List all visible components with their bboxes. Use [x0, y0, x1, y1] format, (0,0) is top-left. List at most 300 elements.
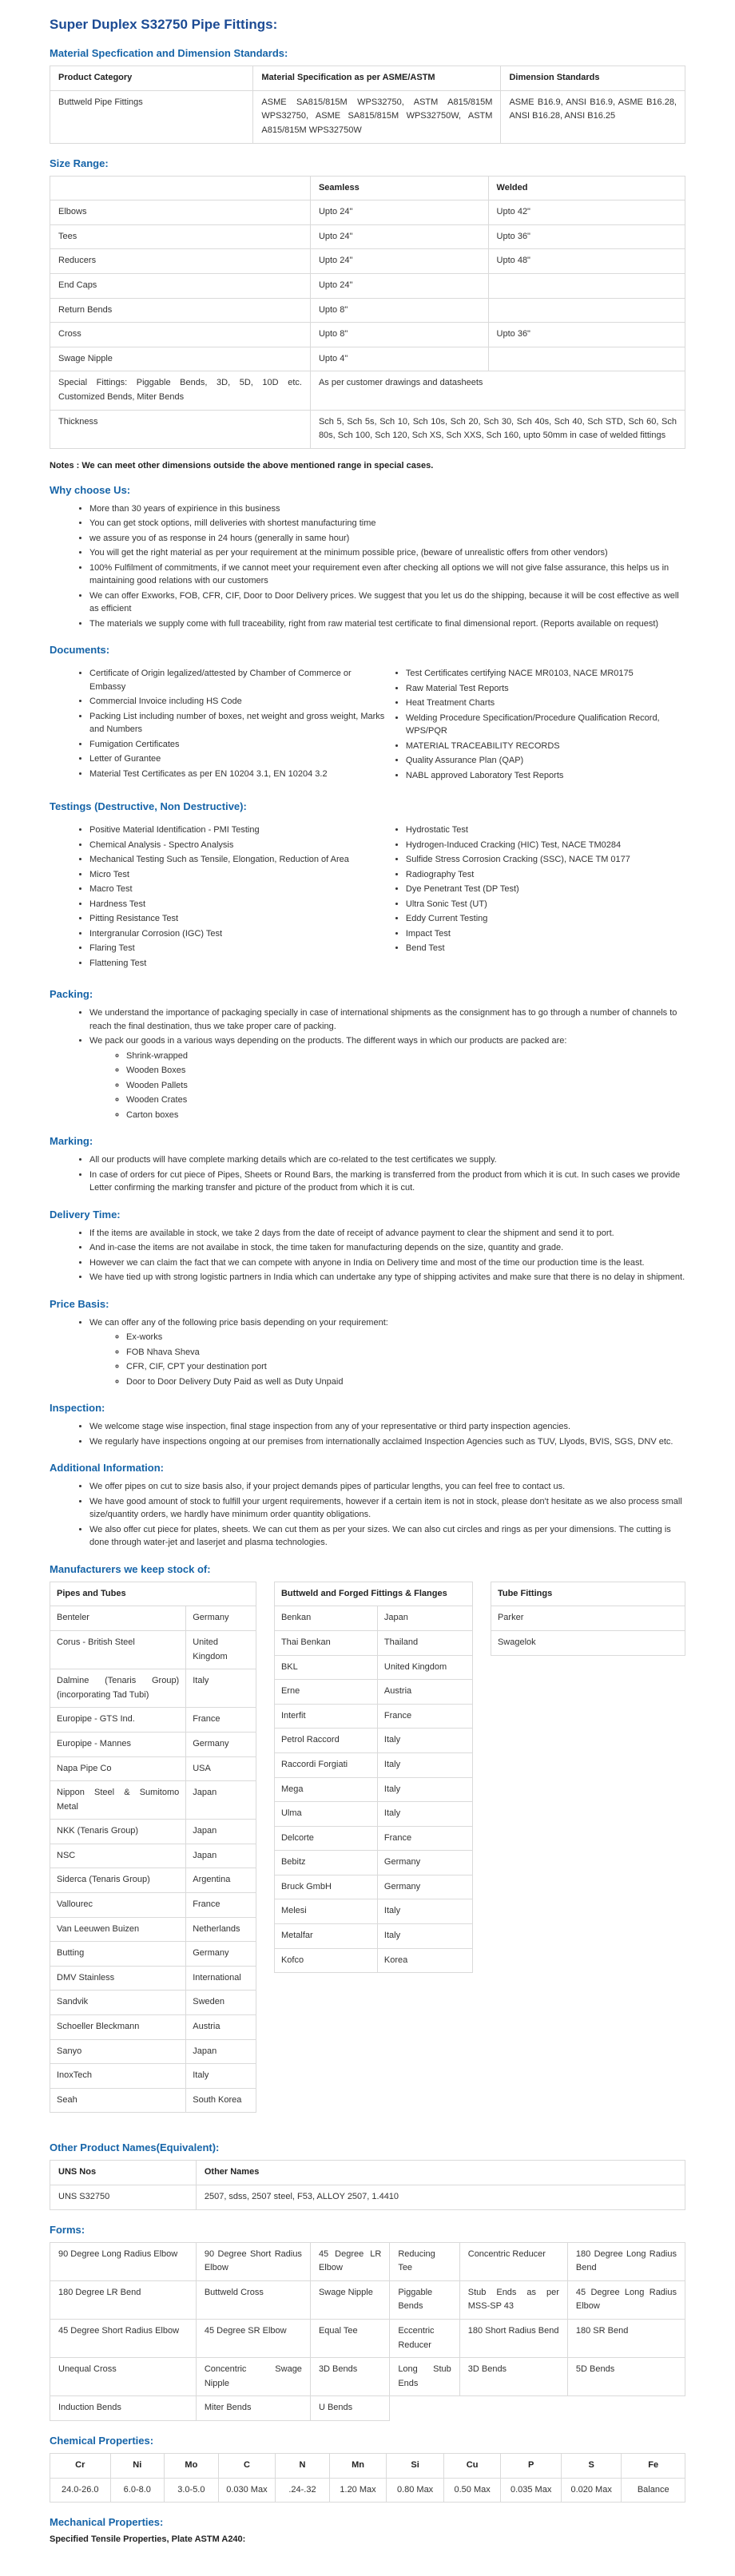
table-cell: Japan [186, 1820, 256, 1844]
list-item: • MATERIAL TRACEABILITY RECORDS [406, 740, 685, 753]
table-cell: Upto 8" [310, 298, 488, 323]
table-row [50, 2242, 685, 2280]
table-cell: Unequal Cross [50, 2358, 197, 2396]
table-cell: Italy [377, 1752, 472, 1777]
table-cell: 180 Degree LR Bend [50, 2280, 197, 2319]
heading-price-basis: Price Basis: [50, 1297, 109, 1310]
table-cell: Induction Bends [50, 2396, 197, 2421]
table-cell: 90 Degree Long Radius Elbow [50, 2242, 197, 2280]
table-cell: Tees [50, 224, 311, 249]
list-item: • If the items are available in stock, we take 2 days from the date of receipt of advance payment to clear the shipment and send it to port. [89, 1227, 685, 1240]
table-cell: Italy [377, 1802, 472, 1827]
table-cell: Delcorte [274, 1826, 377, 1851]
table-cell: Sanyo [50, 2039, 186, 2064]
table-cell: 45 Degree SR Elbow [196, 2319, 310, 2357]
column-header: Dimension Standards [501, 66, 685, 91]
table-row [274, 1729, 472, 1753]
list-item: • We regularly have inspections ongoing at our premises from internationally acclaimed Inspection Agencies such as TUV, Llyods, BVIS, SGS, DNV etc. [89, 1435, 685, 1449]
column-header: P [501, 2453, 562, 2478]
table-row [50, 1708, 256, 1733]
table-cell: France [377, 1826, 472, 1851]
table-cell: 45 Degree Long Radius Elbow [567, 2280, 685, 2319]
table-row [50, 2185, 685, 2210]
table-cell: Upto 24" [310, 200, 488, 225]
table-cell: Upto 36" [488, 224, 685, 249]
bullet-list [50, 1420, 685, 1448]
table-cell: Upto 24" [310, 274, 488, 299]
table-row [50, 1966, 256, 1991]
bullet-list [50, 1153, 685, 1195]
table-header-row [50, 2161, 685, 2185]
column-header: UNS Nos [50, 2161, 197, 2185]
table-cell: InoxTech [50, 2064, 186, 2089]
table-cell: Benteler [50, 1606, 186, 1631]
column-header [50, 176, 311, 200]
table-cell: 0.50 Max [443, 2478, 501, 2503]
list-item: • Sulfide Stress Corrosion Cracking (SSC), NACE TM 0177 [406, 853, 685, 867]
list-item: • More than 30 years of expirience in this business [89, 502, 685, 516]
content [50, 47, 685, 2544]
table-cell: Miter Bends [196, 2396, 310, 2421]
table-header-row [50, 176, 685, 200]
buttweld-forged-fittings-table [274, 1582, 473, 1974]
table-cell: Thailand [377, 1630, 472, 1655]
table-cell: Bruck GmbH [274, 1875, 377, 1899]
bullet-list [50, 502, 685, 631]
table-row [274, 1777, 472, 1802]
mechanical-properties-subtitle: Specified Tensile Properties, Plate ASTM A240: [50, 2534, 246, 2545]
bullet-list-left [50, 665, 387, 784]
list-item: ◦ Wooden Boxes [126, 1064, 685, 1078]
size-range-table [50, 176, 685, 449]
list-item: ◦ Wooden Pallets [126, 1079, 685, 1093]
table-cell: Siderca (Tenaris Group) [50, 1868, 186, 1893]
table-cell: Benkan [274, 1606, 377, 1631]
table-cell: Japan [186, 1844, 256, 1868]
table-cell: BKL [274, 1655, 377, 1680]
heading-manufacturers: Manufacturers we keep stock of: [50, 1562, 211, 1575]
table-cell: Sch 5, Sch 5s, Sch 10, Sch 10s, Sch 20, Sch 30, Sch 40s, Sch 40, Sch STD, Sch 60, Sch 80s, Sch 100, Sch 120, Sch XS, Sch XXS, Sch 160, upto 50mm in case of welded fittings [310, 410, 685, 448]
table-row [50, 1669, 256, 1708]
table-cell: As per customer drawings and datasheets [310, 371, 685, 410]
heading-packing: Packing: [50, 988, 93, 1001]
heading-forms: Forms: [50, 2223, 85, 2236]
list-item: ◦ Door to Door Delivery Duty Paid as well as Duty Unpaid [126, 1375, 685, 1389]
table-cell: Long Stub Ends [390, 2358, 459, 2396]
heading-documents: Documents: [50, 644, 110, 657]
table-cell: Upto 4" [310, 347, 488, 371]
table-row [50, 410, 685, 448]
list-item: • Letter of Gurantee [89, 752, 387, 766]
chemical-properties-table [50, 2453, 685, 2503]
heading-other-product-names: Other Product Names(Equivalent): [50, 2141, 220, 2154]
table-row [274, 1899, 472, 1924]
column-header: Tube Fittings [491, 1582, 685, 1606]
column-header: S [561, 2453, 622, 2478]
list-item: • The materials we supply come with full traceability, right from raw material test certificate to final dimensional report. (Reports available on request) [89, 617, 685, 631]
list-item: • 100% Fulfilment of commitments, if we cannot meet your requirement even after checking all options we will not give false assurance, this helps us in maintaining good relations with our customers [89, 562, 685, 588]
list-item: • We have tied up with strong logistic partners in India which can undertake any type of shipping activites and make sure that there is no delay in shipment. [89, 1271, 685, 1284]
heading-marking: Marking: [50, 1135, 93, 1148]
table-row [274, 1704, 472, 1729]
table-cell: Raccordi Forgiati [274, 1752, 377, 1777]
list-item: • we assure you of as response in 24 hours (generally in same hour) [89, 532, 685, 546]
page-title: Super Duplex S32750 Pipe Fittings: [50, 17, 278, 32]
table-cell: South Korea [186, 2088, 256, 2113]
table-cell: 90 Degree Short Radius Elbow [196, 2242, 310, 2280]
table-row [50, 1917, 256, 1942]
list-item: • Intergranular Corrosion (IGC) Test [89, 927, 387, 941]
table-cell: 1.20 Max [329, 2478, 387, 2503]
table-cell: DMV Stainless [50, 1966, 186, 1991]
tube-fittings-table [491, 1582, 685, 1656]
table-cell: Petrol Raccord [274, 1729, 377, 1753]
table-row [50, 200, 685, 225]
table-row [50, 2064, 256, 2089]
table-cell: Sandvik [50, 1991, 186, 2015]
column-header: Cr [50, 2453, 111, 2478]
table-cell: Korea [377, 1948, 472, 1973]
list-item: • We can offer Exworks, FOB, CFR, CIF, Door to Door Delivery prices. We suggest that you let us do the shipping, because it will be cost effective as well as efficient [89, 589, 685, 616]
list-item: • Packing List including number of boxes, net weight and gross weight, Marks and Numbers [89, 710, 387, 736]
table-cell: Germany [377, 1875, 472, 1899]
sub-bullet-list [89, 1331, 685, 1388]
column-header: Welded [488, 176, 685, 200]
table-cell: Cross [50, 323, 311, 347]
table-row [50, 1732, 256, 1756]
table-cell: Ulma [274, 1802, 377, 1827]
table-cell: Germany [377, 1851, 472, 1875]
table-row [50, 2039, 256, 2064]
table-row [274, 1875, 472, 1899]
bullet-list-right [387, 822, 685, 971]
heading-testings: Testings (Destructive, Non Destructive): [50, 800, 247, 813]
table-row [274, 1802, 472, 1827]
table-cell: 45 Degree Short Radius Elbow [50, 2319, 197, 2357]
sub-bullet-list [89, 1050, 685, 1122]
table-cell: France [186, 1708, 256, 1733]
equivalent-names-table [50, 2160, 685, 2209]
table-cell [488, 274, 685, 299]
table-cell: End Caps [50, 274, 311, 299]
table-cell: Swage Nipple [310, 2280, 389, 2319]
table-row [50, 1893, 256, 1918]
table-row [50, 1868, 256, 1893]
table-cell: Concentric Reducer [459, 2242, 567, 2280]
table-cell: Germany [186, 1606, 256, 1631]
table-cell: Seah [50, 2088, 186, 2113]
list-item: • You can get stock options, mill deliveries with shortest manufacturing time [89, 517, 685, 530]
table-cell: International [186, 1966, 256, 1991]
column-header: Buttweld and Forged Fittings & Flanges [274, 1582, 472, 1606]
column-header: Pipes and Tubes [50, 1582, 256, 1606]
table-row [274, 1851, 472, 1875]
table-row [491, 1606, 685, 1631]
column-header: Material Specification as per ASME/ASTM [253, 66, 501, 91]
forms-table [50, 2242, 685, 2421]
table-cell: Upto 36" [488, 323, 685, 347]
table-cell: Dalmine (Tenaris Group) (incorporating Tad Tubi) [50, 1669, 186, 1708]
table-cell: Special Fittings: Piggable Bends, 3D, 5D, 10D etc. Customized Bends, Miter Bends [50, 371, 311, 410]
table-row [274, 1680, 472, 1705]
list-item: ◦ Ex-works [126, 1331, 685, 1344]
table-cell: Upto 8" [310, 323, 488, 347]
table-cell: Italy [186, 1669, 256, 1708]
list-item: • We welcome stage wise inspection, final stage inspection from any of your representative or third party inspection agencies. [89, 1420, 685, 1434]
table-row [50, 1781, 256, 1820]
table-cell: Japan [186, 1781, 256, 1820]
list-item: ◦ Carton boxes [126, 1109, 685, 1122]
table-cell: Swagelok [491, 1630, 685, 1655]
pipes-and-tubes-table [50, 1582, 256, 2114]
table-cell: 0.030 Max [218, 2478, 276, 2503]
table-cell: Swage Nipple [50, 347, 311, 371]
table-cell: Return Bends [50, 298, 311, 323]
list-item: ◦ CFR, CIF, CPT your destination port [126, 1360, 685, 1374]
table-cell: Upto 24" [310, 224, 488, 249]
list-item: • Pitting Resistance Test [89, 912, 387, 926]
list-item: • All our products will have complete marking details which are co-related to the test certificates we supply. [89, 1153, 685, 1167]
list-item: • You will get the right material as per your requirement at the minimum possible price, (beware of unrealistic offers from other vendors) [89, 546, 685, 560]
table-cell: Equal Tee [310, 2319, 389, 2357]
column-header: Mo [165, 2453, 219, 2478]
table-cell: Austria [377, 1680, 472, 1705]
table-cell: Sweden [186, 1991, 256, 2015]
column-header: C [218, 2453, 276, 2478]
table-cell: 180 Degree Long Radius Bend [567, 2242, 685, 2280]
table-cell [488, 347, 685, 371]
table-row [50, 1756, 256, 1781]
table-cell: Interfit [274, 1704, 377, 1729]
list-item: • Hydrostatic Test [406, 824, 685, 837]
table-cell: Buttweld Cross [196, 2280, 310, 2319]
list-item: • Impact Test [406, 927, 685, 941]
table-cell: Van Leeuwen Buizen [50, 1917, 186, 1942]
list-item: • And in-case the items are not availabe in stock, the time taken for manufacturing depends on the size, quantity and grade. [89, 1241, 685, 1255]
table-cell: United Kingdom [377, 1655, 472, 1680]
column-header: N [276, 2453, 330, 2478]
table-cell: Upto 42" [488, 200, 685, 225]
table-cell: Germany [186, 1942, 256, 1967]
table-cell: Germany [186, 1732, 256, 1756]
table-row [50, 2015, 256, 2040]
table-row [50, 2396, 685, 2421]
table-header-row [274, 1582, 472, 1606]
table-cell: Mega [274, 1777, 377, 1802]
table-row [274, 1606, 472, 1631]
table-cell: NSC [50, 1844, 186, 1868]
table-cell: Argentina [186, 1868, 256, 1893]
list-item: • We offer pipes on cut to size basis also, if your project demands pipes of particular lengths, you can feel free to contact us. [89, 1480, 685, 1494]
list-item: • Radiography Test [406, 868, 685, 882]
list-item: • Quality Assurance Plan (QAP) [406, 754, 685, 768]
table-cell: Metalfar [274, 1924, 377, 1949]
list-item: • NABL approved Laboratory Test Reports [406, 769, 685, 783]
table-cell: Italy [377, 1924, 472, 1949]
table-cell: 180 Short Radius Bend [459, 2319, 567, 2357]
table-cell: 2507, sdss, 2507 steel, F53, ALLOY 2507, 1.4410 [196, 2185, 685, 2210]
table-row [274, 1826, 472, 1851]
table-cell: Reducers [50, 249, 311, 274]
table-cell: U Bends [310, 2396, 389, 2421]
list-item: • Test Certificates certifying NACE MR0103, NACE MR0175 [406, 667, 685, 681]
table-row [50, 1630, 256, 1669]
list-item: • Dye Penetrant Test (DP Test) [406, 883, 685, 896]
table-cell: Balance [622, 2478, 685, 2503]
table-cell: Stub Ends as per MSS-SP 43 [459, 2280, 567, 2319]
column-header: Product Category [50, 66, 253, 91]
table-cell: Eccentric Reducer [390, 2319, 459, 2357]
list-item: • Eddy Current Testing [406, 912, 685, 926]
list-item: • Commercial Invoice including HS Code [89, 695, 387, 708]
table-cell: Nippon Steel & Sumitomo Metal [50, 1781, 186, 1820]
table-row [50, 1606, 256, 1631]
list-item: • Chemical Analysis - Spectro Analysis [89, 839, 387, 852]
table-row [50, 347, 685, 371]
bullet-list-left [50, 822, 387, 971]
table-row [50, 249, 685, 274]
list-item: • Fumigation Certificates [89, 738, 387, 752]
table-cell: France [377, 1704, 472, 1729]
list-item: • Hydrogen-Induced Cracking (HIC) Test, NACE TM0284 [406, 839, 685, 852]
table-header-row [491, 1582, 685, 1606]
dimensions-note: Notes : We can meet other dimensions outside the above mentioned range in special cases. [50, 460, 434, 470]
list-item: • Bend Test [406, 942, 685, 955]
heading-size-range: Size Range: [50, 157, 109, 169]
table-cell: Italy [377, 1729, 472, 1753]
heading-chemical-properties: Chemical Properties: [50, 2434, 154, 2447]
list-item: • In case of orders for cut piece of Pipes, Sheets or Round Bars, the marking is transferred from the product from which it is cut. In such cases we provide Letter confirming the marking transfer and picture of the product from which it is cut. [89, 1169, 685, 1195]
list-item: ◦ Wooden Crates [126, 1094, 685, 1107]
two-column-bullet-list [50, 662, 685, 787]
table-cell: Japan [377, 1606, 472, 1631]
table-row [50, 2280, 685, 2319]
table-cell: 0.035 Max [501, 2478, 562, 2503]
table-row [50, 2358, 685, 2396]
table-cell: Buttweld Pipe Fittings [50, 90, 253, 143]
table-row [50, 2088, 256, 2113]
bullet-list [50, 1316, 685, 1389]
table-row [50, 224, 685, 249]
table-cell: Concentric Swage Nipple [196, 2358, 310, 2396]
table-row [491, 1630, 685, 1655]
table-row [50, 274, 685, 299]
table-cell: Upto 24" [310, 249, 488, 274]
table-cell: Kofco [274, 1948, 377, 1973]
column-header: Fe [622, 2453, 685, 2478]
heading-delivery-time: Delivery Time: [50, 1208, 121, 1221]
list-item: • Welding Procedure Specification/Procedure Qualification Record, WPS/PQR [406, 712, 685, 738]
list-item: • However we can claim the fact that we can compete with anyone in India on Delivery time and most of the time our production time is the least. [89, 1256, 685, 1270]
table-cell: ASME B16.9, ANSI B16.9, ASME B16.28, ANSI B16.28, ANSI B16.25 [501, 90, 685, 143]
table-header-row [50, 2453, 685, 2478]
table-cell: 45 Degree LR Elbow [310, 2242, 389, 2280]
table-cell: Parker [491, 1606, 685, 1631]
table-row [50, 298, 685, 323]
table-cell: Upto 48" [488, 249, 685, 274]
table-cell: NKK (Tenaris Group) [50, 1820, 186, 1844]
table-cell: United Kingdom [186, 1630, 256, 1669]
table-row [274, 1630, 472, 1655]
table-row [274, 1655, 472, 1680]
table-cell: Elbows [50, 200, 311, 225]
list-item: • We have good amount of stock to fulfill your urgent requirements, however if a certain item is not in stock, please don't hesitate as we also process small size/quantity orders, we hardly have minimum order quantity obligations. [89, 1495, 685, 1522]
manufacturer-tables [50, 1582, 685, 2114]
list-item: • Micro Test [89, 868, 387, 882]
list-item: • Flattening Test [89, 957, 387, 970]
list-item: • We understand the importance of packaging specially in case of international shipments as the consignment has to go through a number of channels to reach the final destination, thus we take proper care of packing. [89, 1006, 685, 1033]
table-cell: 3D Bends [310, 2358, 389, 2396]
list-item: • Hardness Test [89, 898, 387, 911]
table-cell: 0.020 Max [561, 2478, 622, 2503]
table-cell [488, 298, 685, 323]
table-cell: 24.0-26.0 [50, 2478, 111, 2503]
two-column-bullet-list [50, 819, 685, 974]
table-row [274, 1948, 472, 1973]
heading-additional-information: Additional Information: [50, 1462, 164, 1475]
table-cell: Bebitz [274, 1851, 377, 1875]
table-cell: 0.80 Max [387, 2478, 444, 2503]
list-item: • Heat Treatment Charts [406, 697, 685, 710]
list-item: • Mechanical Testing Such as Tensile, Elongation, Reduction of Area [89, 853, 387, 867]
table-cell: Austria [186, 2015, 256, 2040]
list-item: • Positive Material Identification - PMI Testing [89, 824, 387, 837]
table-cell: UNS S32750 [50, 2185, 197, 2210]
table-cell: .24-.32 [276, 2478, 330, 2503]
table-cell: USA [186, 1756, 256, 1781]
table-cell: Europipe - Mannes [50, 1732, 186, 1756]
list-item: • Flaring Test [89, 942, 387, 955]
table-cell: 180 SR Bend [567, 2319, 685, 2357]
table-cell: 6.0-8.0 [110, 2478, 165, 2503]
column-header: Ni [110, 2453, 165, 2478]
list-item: • Certificate of Origin legalized/attested by Chamber of Commerce or Embassy [89, 667, 387, 693]
table-header-row [50, 1582, 256, 1606]
list-item: • Macro Test [89, 883, 387, 896]
list-item: • Material Test Certificates as per EN 10204 3.1, EN 10204 3.2 [89, 768, 387, 781]
column-header: Mn [329, 2453, 387, 2478]
table-cell: Japan [186, 2039, 256, 2064]
table-cell: Erne [274, 1680, 377, 1705]
table-cell: Schoeller Bleckmann [50, 2015, 186, 2040]
list-item: • We pack our goods in a various ways depending on the products. The different ways in which our products are packed are: ◦ Shrink-wrapped ◦ Wooden Boxes ◦ Wooden Pallets ◦ Wooden Crates ◦ Carton boxes [89, 1034, 685, 1121]
table-cell: Europipe - GTS Ind. [50, 1708, 186, 1733]
table-cell: Corus - British Steel [50, 1630, 186, 1669]
list-item: • Ultra Sonic Test (UT) [406, 898, 685, 911]
bullet-list [50, 1227, 685, 1284]
bullet-list-right [387, 665, 685, 784]
bullet-list [50, 1480, 685, 1550]
table-cell: Thickness [50, 410, 311, 448]
heading-why-choose-us: Why choose Us: [50, 483, 131, 496]
table-cell: Italy [377, 1777, 472, 1802]
table-cell: Butting [50, 1942, 186, 1967]
table-row [50, 1844, 256, 1868]
table-row [50, 1942, 256, 1967]
table-cell: Italy [377, 1899, 472, 1924]
table-row [50, 2319, 685, 2357]
table-row [274, 1752, 472, 1777]
table-row [50, 323, 685, 347]
column-header: Other Names [196, 2161, 685, 2185]
table-cell: Thai Benkan [274, 1630, 377, 1655]
list-item: ◦ FOB Nhava Sheva [126, 1346, 685, 1359]
table-row [274, 1924, 472, 1949]
list-item: • We can offer any of the following price basis depending on your requirement: ◦ Ex-works ◦ FOB Nhava Sheva ◦ CFR, CIF, CPT your destination port ◦ Door to Door Delivery Duty Paid as well as Duty Unpaid [89, 1316, 685, 1389]
table-cell: Napa Pipe Co [50, 1756, 186, 1781]
table-cell: Vallourec [50, 1893, 186, 1918]
table-cell: ASME SA815/815M WPS32750, ASTM A815/815M WPS32750, ASME SA815/815M WPS32750W, ASTM A815/815M WPS32750W [253, 90, 501, 143]
